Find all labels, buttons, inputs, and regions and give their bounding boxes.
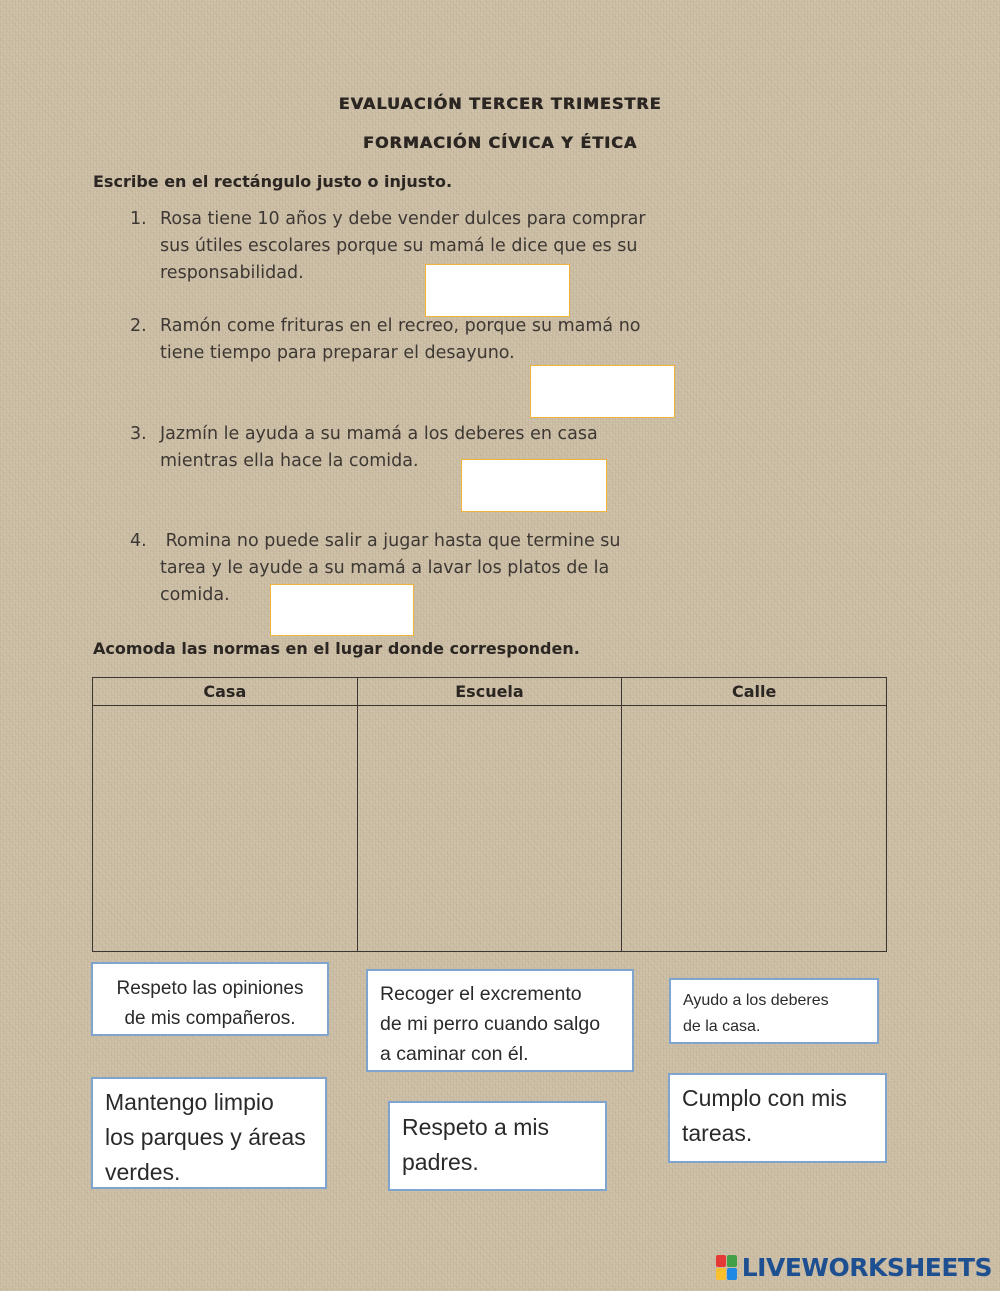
norm-card-mantengo-limpio[interactable]: Mantengo limpio los parques y áreas verdes. (91, 1077, 327, 1189)
question-number: 2. (130, 316, 147, 336)
answer-box-3[interactable] (461, 459, 607, 512)
norm-card-ayudo-deberes[interactable]: Ayudo a los deberes de la casa. (669, 978, 879, 1044)
answer-box-2[interactable] (530, 365, 675, 418)
norms-table (92, 677, 887, 952)
answer-box-1[interactable] (425, 264, 570, 317)
drop-zone-escuela[interactable] (357, 706, 622, 952)
norm-card-respeto-opiniones[interactable]: Respeto las opiniones de mis compañeros. (91, 962, 329, 1036)
brand-logo (716, 1253, 992, 1282)
column-header-calle: Calle (622, 678, 887, 706)
question-number: 1. (130, 209, 147, 229)
question-3: 3. Jazmín le ayuda a su mamá a los deberes en casa mientras ella hace la comida. (160, 421, 720, 475)
instruction-acomoda-normas: Acomoda las normas en el lugar donde corresponden. (93, 639, 580, 658)
liveworksheets-logo-icon (716, 1255, 738, 1281)
question-4: 4. Romina no puede salir a jugar hasta que termine su tarea y le ayude a su mamá a lavar los platos de la comida. (160, 528, 720, 609)
question-2: 2. Ramón come frituras en el recreo, porque su mamá no tiene tiempo para preparar el desayuno. (160, 313, 720, 367)
drop-zone-casa[interactable] (93, 706, 358, 952)
norm-card-respeto-padres[interactable]: Respeto a mis padres. (388, 1101, 607, 1191)
column-header-escuela: Escuela (357, 678, 622, 706)
instruction-justo-injusto: Escribe en el rectángulo justo o injusto. (93, 172, 453, 191)
column-header-casa: Casa (93, 678, 358, 706)
norm-card-cumplo-tareas[interactable]: Cumplo con mis tareas. (668, 1073, 887, 1163)
question-number: 4. (130, 531, 147, 551)
drop-zone-calle[interactable] (622, 706, 887, 952)
question-number: 3. (130, 424, 147, 444)
question-1: 1. Rosa tiene 10 años y debe vender dulces para comprar sus útiles escolares porque su mamá le dice que es su responsabilidad. (160, 206, 720, 287)
page-subtitle: FORMACIÓN CÍVICA Y ÉTICA (362, 133, 638, 152)
answer-box-4[interactable] (270, 584, 414, 636)
page-title: EVALUACIÓN TERCER TRIMESTRE (338, 94, 662, 113)
norm-card-recoger-excremento[interactable]: Recoger el excremento de mi perro cuando salgo a caminar con él. (366, 969, 634, 1072)
brand-name: LIVEWORKSHEETS (741, 1253, 992, 1282)
